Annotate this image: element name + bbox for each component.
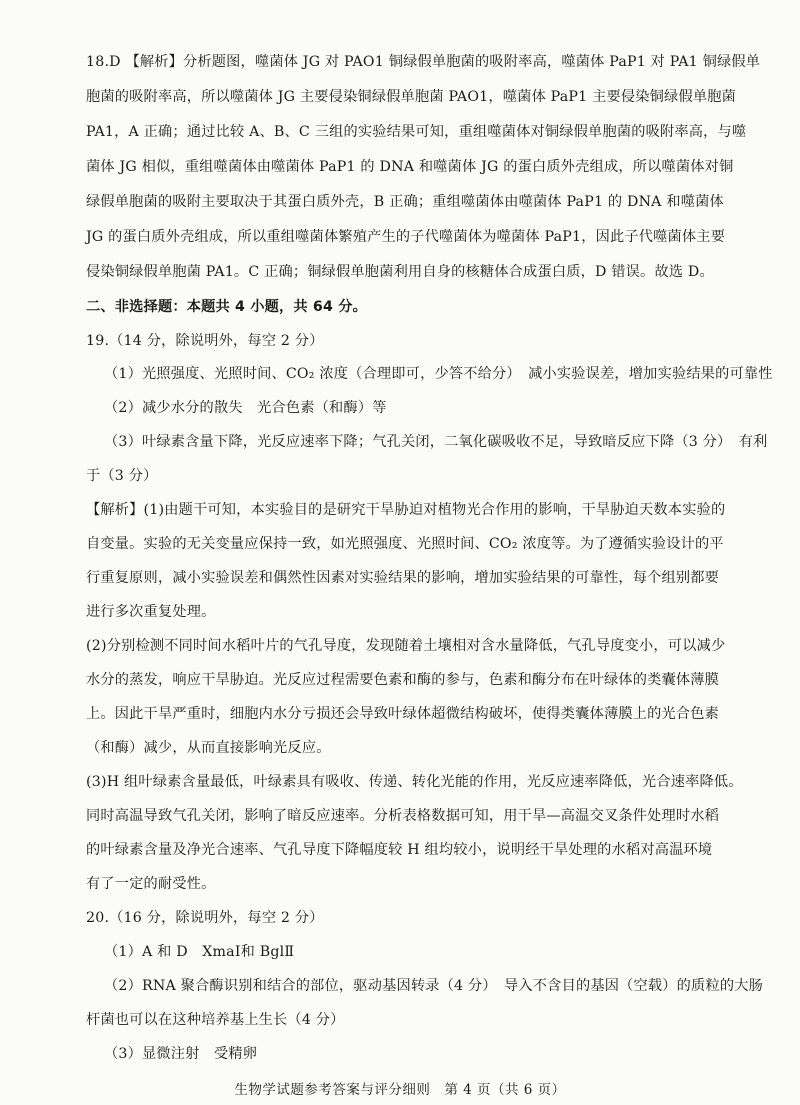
page-footer: 生物学试题参考答案与评分细则 第 4 页（共 6 页） [234, 1082, 566, 1098]
q18-line-4: 菌体 JG 相似，重组噬菌体由噬菌体 PaP1 的 DNA 和噬菌体 JG 的蛋白质外壳组成，所以噬菌体对铜 [86, 159, 734, 175]
q19-answer-3-line-2: 于（3 分） [86, 468, 158, 484]
q20-header: 20.（16 分，除说明外，每空 2 分） [86, 910, 324, 926]
q19-analysis-line-7: 上。因此干旱严重时，细胞内水分亏损还会导致叶绿体超微结构破坏，使得类囊体薄膜上的光合色素 [86, 706, 720, 722]
q19-answer-3-line-1: （3）叶绿素含量下降，光反应速率下降；气孔关闭，二氧化碳吸收不足，导致暗反应下降（3 分） 有利 [104, 434, 768, 450]
q20-answer-1: （1）A 和 D XmaⅠ和 BglⅡ [104, 944, 295, 960]
q19-analysis-line-5: (2)分别检测不同时间水稻叶片的气孔导度，发现随着土壤相对含水量降低，气孔导度变小，可以减少 [86, 638, 726, 654]
q18-line-6: JG 的蛋白质外壳组成，所以重组噬菌体繁殖产生的子代噬菌体为噬菌体 PaP1，因此子代噬菌体主要 [86, 229, 726, 245]
q19-answer-1: （1）光照强度、光照时间、CO₂ 浓度（合理即可，少答不给分） 减小实验误差，增加实验结果的可靠性 [104, 366, 773, 382]
q19-answer-2: （2）减少水分的散失 光合色素（和酶）等 [104, 400, 387, 416]
q19-analysis-line-8: （和酶）减少，从而直接影响光反应。 [86, 740, 331, 756]
q19-analysis-line-1: 【解析】(1)由题干可知，本实验目的是研究干旱胁迫对植物光合作用的影响，干旱胁迫天数本实验的 [86, 502, 726, 518]
q20-answer-2-line-1: （2）RNA 聚合酶识别和结合的部位，驱动基因转录（4 分） 导入不含目的基因（空载）的质粒的大肠 [104, 978, 763, 994]
q20-answer-2-line-2: 杆菌也可以在这种培养基上生长（4 分） [86, 1012, 345, 1028]
q19-analysis-line-6: 水分的蒸发，响应干旱胁迫。光反应过程需要色素和酶的参与，色素和酶分布在叶绿体的类囊体薄膜 [86, 672, 720, 688]
q20-answer-3: （3）显微注射 受精卵 [104, 1046, 258, 1062]
q18-line-3: PA1，A 正确；通过比较 A、B、C 三组的实验结果可知，重组噬菌体对铜绿假单胞菌的吸附率高，与噬 [86, 124, 747, 140]
q18-line-2: 胞菌的吸附率高，所以噬菌体 JG 主要侵染铜绿假单胞菌 PAO1，噬菌体 PaP1 主要侵染铜绿假单胞菌 [86, 89, 736, 105]
q19-analysis-line-10: 同时高温导致气孔关闭，影响了暗反应速率。分析表格数据可知，用干旱—高温交叉条件处理时水稻 [86, 808, 720, 824]
q19-analysis-line-9: (3)H 组叶绿素含量最低，叶绿素具有吸收、传递、转化光能的作用，光反应速率降低，光合速率降低。 [86, 774, 743, 790]
q19-analysis-line-4: 进行多次重复处理。 [86, 604, 216, 620]
q18-line-7: 侵染铜绿假单胞菌 PA1。C 正确；铜绿假单胞菌利用自身的核糖体合成蛋白质，D 错误。故选 D。 [86, 264, 714, 280]
q18-line-1: 18.D 【解析】分析题图，噬菌体 JG 对 PAO1 铜绿假单胞菌的吸附率高，噬菌体 PaP1 对 PA1 铜绿假单 [86, 54, 761, 70]
q18-line-5: 绿假单胞菌的吸附主要取决于其蛋白质外壳，B 正确；重组噬菌体由噬菌体 PaP1 的 DNA 和噬菌体 [86, 194, 724, 210]
q19-analysis-line-11: 的叶绿素含量及净光合速率、气孔导度下降幅度较 H 组均较小，说明经干旱处理的水稻对高温环境 [86, 842, 713, 858]
q19-header: 19.（14 分，除说明外，每空 2 分） [86, 333, 324, 349]
q19-analysis-line-3: 行重复原则，减小实验误差和偶然性因素对实验结果的影响，增加实验结果的可靠性，每个组别都要 [86, 570, 720, 586]
q19-analysis-line-12: 有了一定的耐受性。 [86, 876, 216, 892]
q19-analysis-line-2: 自变量。实验的无关变量应保持一致，如光照强度、光照时间、CO₂ 浓度等。为了遵循实验设计的平 [86, 536, 724, 552]
section-heading: 二、非选择题：本题共 4 小题，共 64 分。 [86, 299, 367, 315]
